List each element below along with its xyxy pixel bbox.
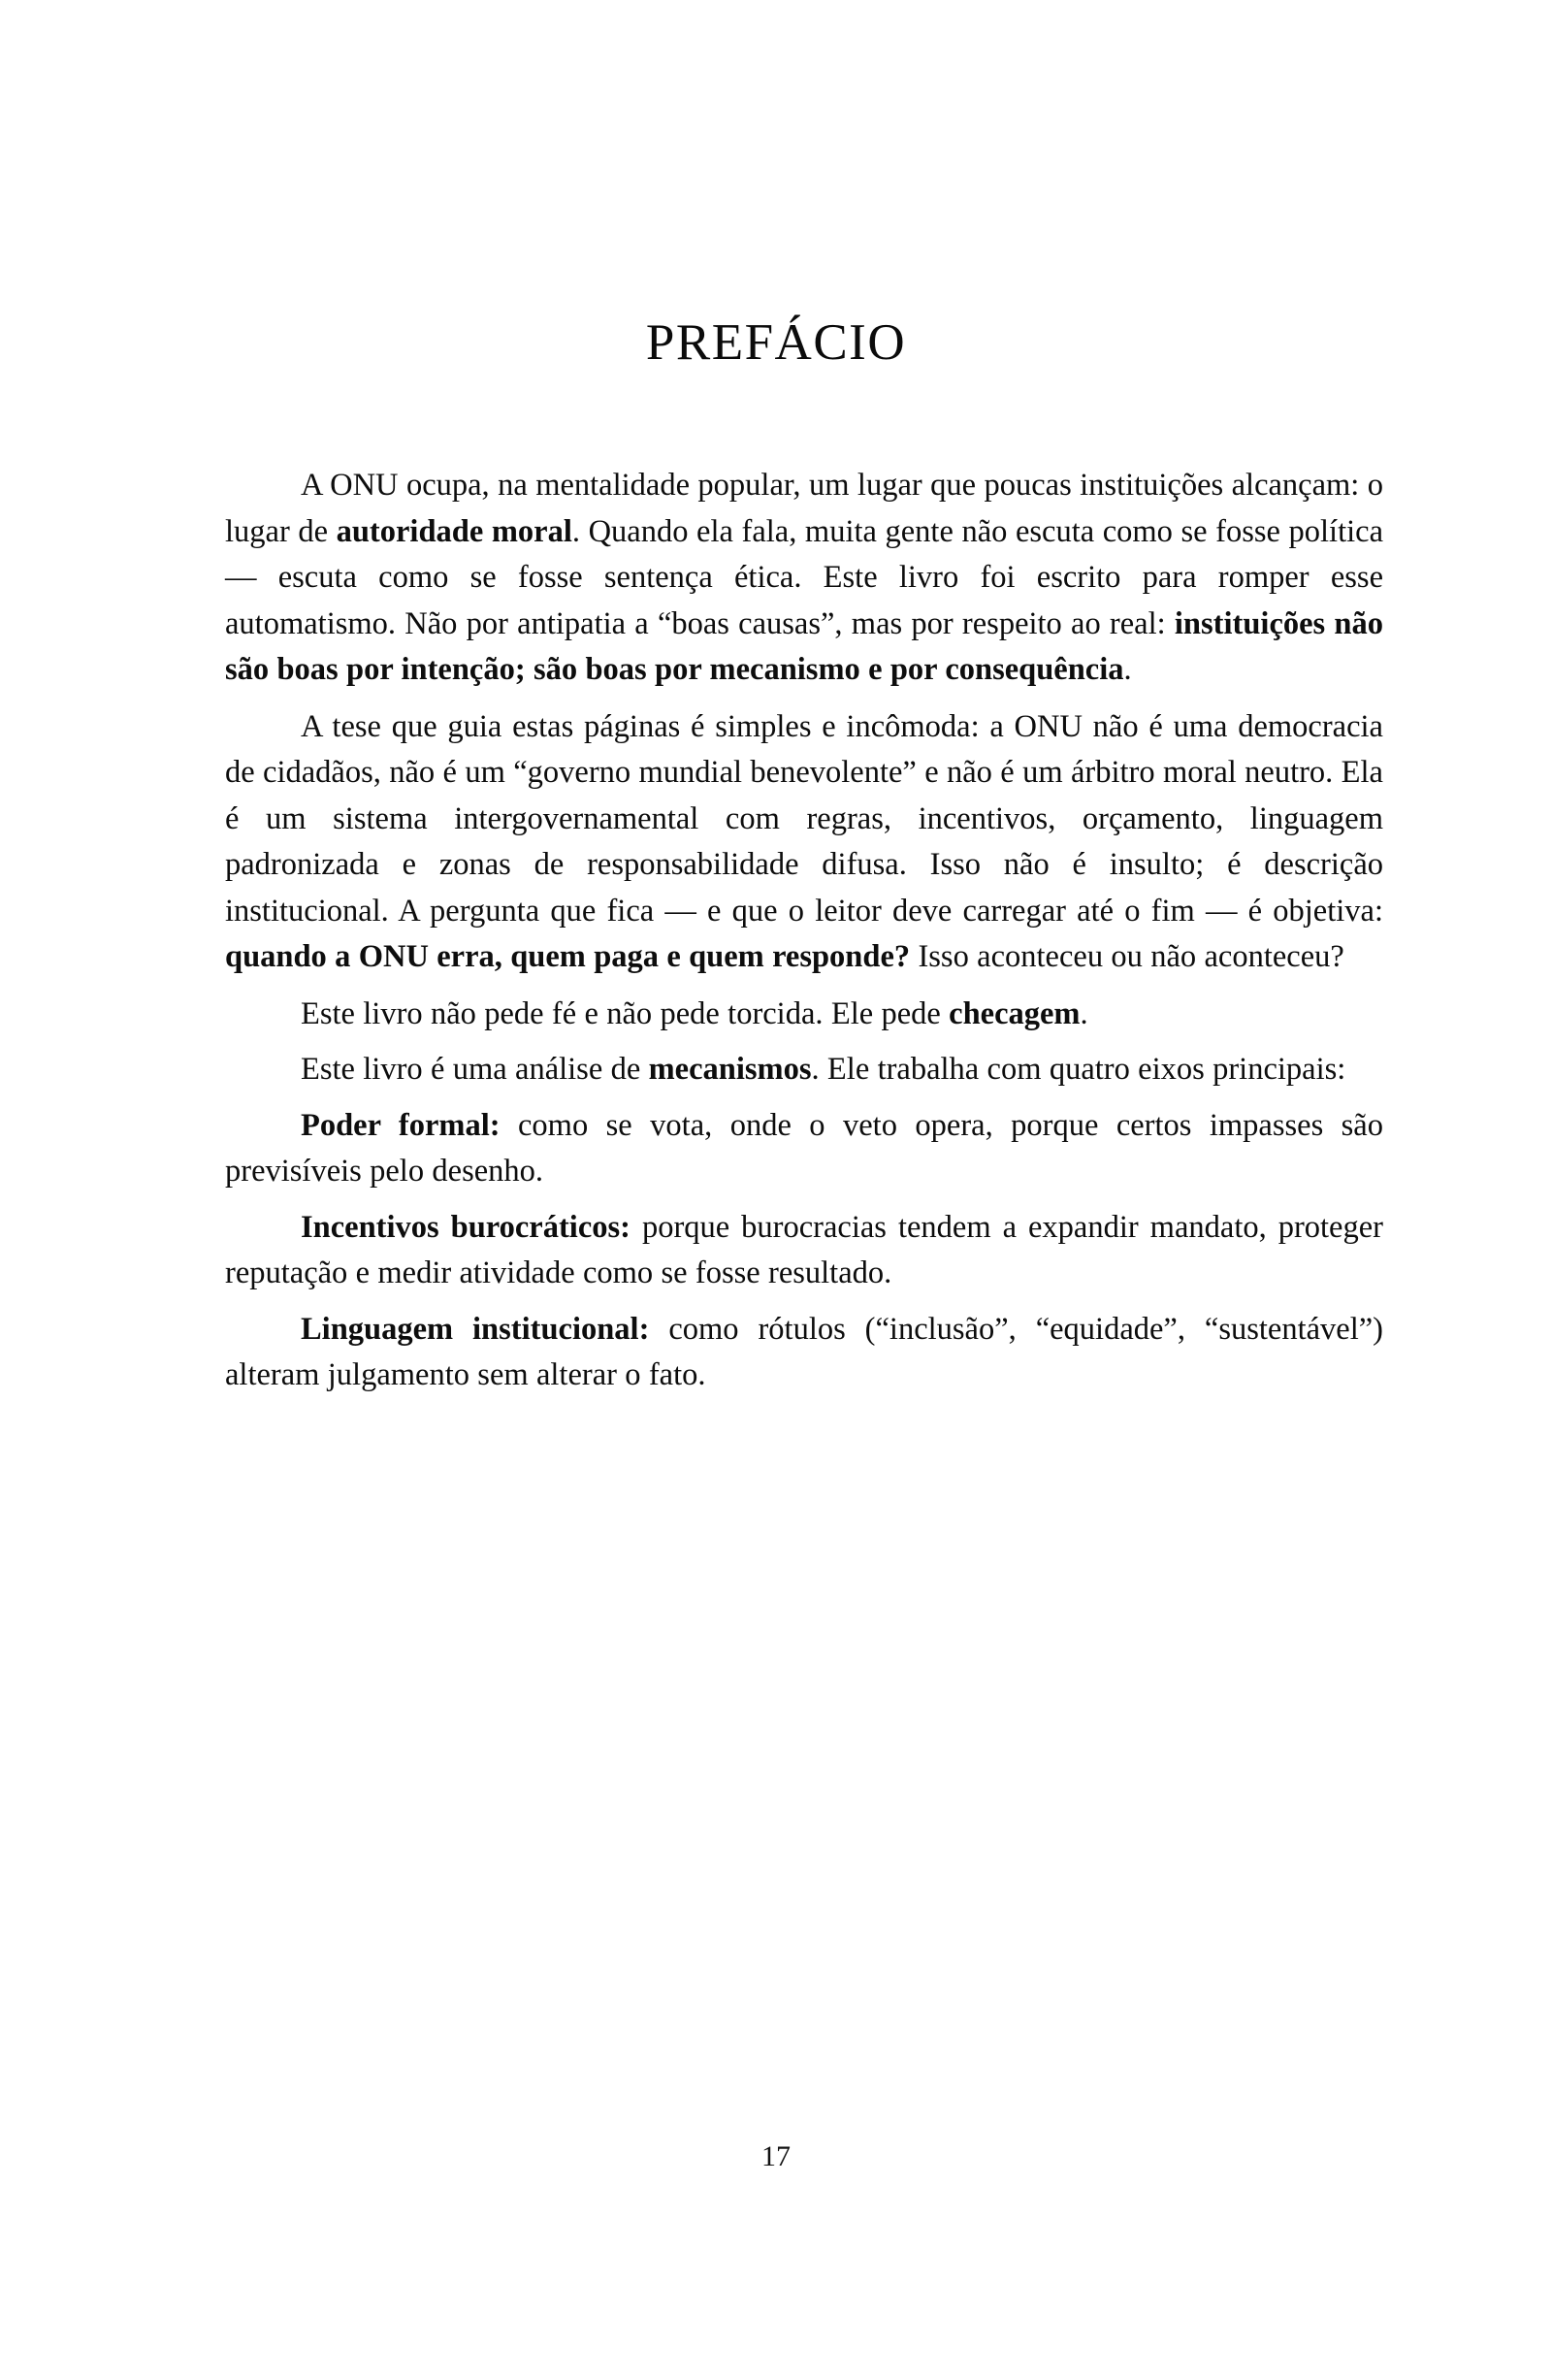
paragraph-poder-formal	[225, 1103, 1383, 1195]
text-run: .	[1123, 652, 1132, 687]
text-run: .	[1080, 995, 1088, 1031]
text-run: porque burocracias tendem a expandir mandato, proteger reputação e medir atividade como se fosse resultado.	[225, 1209, 1383, 1290]
emphasis-bold: Incentivos burocráticos:	[301, 1209, 630, 1245]
page-title: PREFÁCIO	[645, 313, 907, 371]
paragraph	[225, 463, 1383, 694]
text-run: Este livro não pede fé e não pede torcida. Ele pede	[301, 995, 950, 1031]
text-run: . Quando ela fala, muita gente não escuta como se fosse política — escuta como se fosse sentença ética. Este livro foi escrito para romper esse automatismo. Não por antipatia a “boas causas”, mas por respeito ao real:	[225, 513, 1383, 641]
paragraph	[225, 992, 1383, 1038]
text-run: A ONU ocupa, na mentalidade popular, um lugar que poucas instituições alcançam: o lugar de	[225, 468, 1383, 549]
paragraph	[225, 1047, 1383, 1093]
emphasis-bold: Linguagem institucional:	[301, 1311, 650, 1347]
text-run: Isso aconteceu ou não aconteceu?	[910, 939, 1344, 974]
text-run: como se vota, onde o veto opera, porque certos impasses são previsíveis pelo desenho.	[225, 1107, 1383, 1189]
paragraph-linguagem-institucional	[225, 1307, 1383, 1399]
emphasis-bold: Poder formal:	[301, 1107, 501, 1143]
page-number: 17	[761, 2140, 791, 2172]
text-run: . Ele trabalha com quatro eixos principais:	[811, 1052, 1346, 1087]
body-text-block	[225, 463, 1383, 1409]
paragraph-incentivos-burocraticos	[225, 1205, 1383, 1297]
emphasis-bold: instituições não são boas por intenção; são boas por mecanismo e por consequência	[225, 605, 1383, 687]
paragraph	[225, 704, 1383, 981]
text-run: Este livro é uma análise de	[301, 1052, 649, 1087]
text-run: como rótulos (“inclusão”, “equidade”, “sustentável”) alteram julgamento sem alterar o fato.	[225, 1311, 1383, 1392]
emphasis-bold: autoridade moral	[336, 513, 572, 549]
emphasis-bold: mecanismos	[648, 1052, 812, 1087]
text-run: A tese que guia estas páginas é simples e incômoda: a ONU não é uma democracia de cidadãos, não é um “governo mundial benevolente” e não é um árbitro moral neutro. Ela é um sistema intergovernamental com regras, incentivos, orçamento, linguagem padronizada e zonas de responsabilidade difusa. Isso não é insulto; é descrição institucional. A pergunta que fica — e que o leitor deve carregar até o fim — é objetiva:	[225, 708, 1383, 929]
emphasis-bold: quando a ONU erra, quem paga e quem responde?	[225, 939, 911, 974]
emphasis-bold: checagem	[949, 995, 1081, 1031]
